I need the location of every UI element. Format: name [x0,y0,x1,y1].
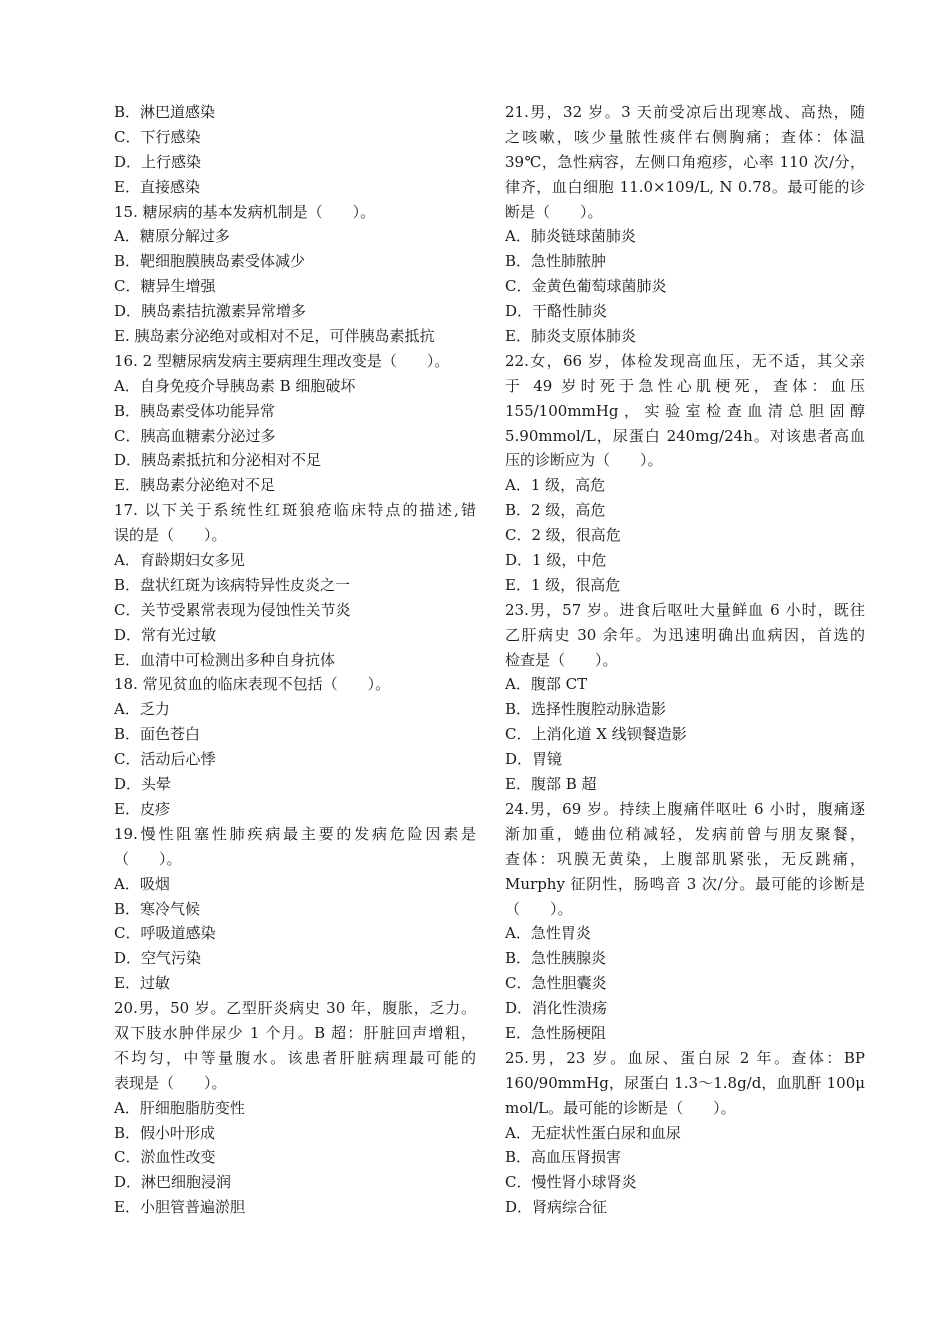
text-line: 39℃，急性病容，左侧口角疱疹，心率 110 次/分， [505,152,865,171]
text-line: 5.90mmol/L，尿蛋白 240mg/24h。对该患者高血 [505,426,865,445]
text-line: 20.男，50 岁。乙型肝炎病史 30 年，腹胀，乏力。 [114,999,476,1018]
text-line: 25.男，23 岁。血尿、蛋白尿 2 年。查体：BP [505,1048,865,1067]
text-line: E．胰岛素分泌绝对不足 [114,476,275,495]
text-line: B．盘状红斑为该病特异性皮炎之一 [114,575,351,594]
text-line: B．急性肺脓肿 [505,252,607,271]
text-line: E．急性肠梗阻 [505,1023,606,1042]
text-line: E. 胰岛素分泌绝对或相对不足，可伴胰岛素抵抗 [114,327,435,346]
text-line: 21.男，32 岁。3 天前受凉后出现寒战、高热，随 [505,103,865,121]
text-line: 查体：巩膜无黄染，上腹部肌紧张，无反跳痛， [505,849,865,868]
text-line: 压的诊断应为（ ）。 [505,451,663,470]
text-line: D．空气污染 [114,949,202,968]
text-line: A．1 级，高危 [505,476,606,495]
text-line: D．头晕 [114,775,172,794]
text-line: D．干酪性肺炎 [505,302,608,321]
text-line: D．肾病综合征 [505,1198,608,1217]
text-line: D．胰岛素抵抗和分泌相对不足 [114,451,322,470]
text-line: 不均匀，中等量腹水。该患者肝脏病理最可能的 [114,1048,476,1067]
text-line: B．寒冷气候 [114,899,201,918]
text-line: B．靶细胞膜胰岛素受体减少 [114,252,306,271]
text-line: D．胰岛素拮抗激素异常增多 [114,302,307,321]
text-line: E．过敏 [114,974,170,993]
text-line: C．急性胆囊炎 [505,974,607,993]
text-line: 渐加重，蜷曲位稍减轻，发病前曾与朋友聚餐， [505,824,865,843]
text-line: A．自身免疫介导胰岛素 B 细胞破坏 [114,376,356,395]
text-line: 双下肢水肿伴尿少 1 个月。B 超：肝脏回声增粗， [114,1023,476,1042]
text-line: Murphy 征阴性，肠鸣音 3 次/分。最可能的诊断是 [505,874,865,893]
text-line: E．肺炎支原体肺炎 [505,327,636,346]
text-line: B．面色苍白 [114,725,201,744]
text-line: C．下行感染 [114,127,201,146]
text-line: C．淤血性改变 [114,1148,216,1167]
text-line: A．肺炎链球菌肺炎 [505,227,636,246]
text-line: C．呼吸道感染 [114,924,216,943]
text-line: B．胰岛素受体功能异常 [114,401,276,420]
text-line: E．皮疹 [114,799,170,818]
text-line: E．血清中可检测出多种自身抗体 [114,650,335,669]
text-line: D．淋巴细胞浸润 [114,1173,232,1192]
text-line: 于 49 岁时死于急性心肌梗死，查体：血压 [505,376,865,395]
text-line: A．乏力 [114,700,170,719]
right-column [505,100,865,1220]
text-line: （ ）。 [114,849,182,868]
text-line: 19.慢性阻塞性肺疾病最主要的发病危险因素是 [114,824,476,843]
text-line: 160/90mmHg，尿蛋白 1.3～1.8g/d，血肌酐 100μ [505,1073,865,1092]
text-line: 18. 常见贫血的临床表现不包括（ ）。 [114,675,391,694]
text-line: D．常有光过敏 [114,625,217,644]
text-line: B．2 级，高危 [505,501,606,520]
text-line: A．糖原分解过多 [114,227,230,246]
text-line: E．1 级，很高危 [505,575,621,594]
text-line: C．糖异生增强 [114,277,216,296]
text-line: 155/100mmHg，实验室检查血清总胆固醇 [505,401,865,420]
text-line: E．腹部 B 超 [505,775,597,794]
text-line: D．上行感染 [114,152,202,171]
text-line: A．吸烟 [114,874,170,893]
text-line: A．腹部 CT [505,675,588,694]
text-line: B．选择性腹腔动脉造影 [505,700,667,719]
text-line: 误的是（ ）。 [114,526,227,545]
text-line: 断是（ ）。 [505,202,603,221]
text-line: C．上消化道 X 线钡餐造影 [505,725,687,744]
text-line: 15. 糖尿病的基本发病机制是（ ）。 [114,202,376,221]
text-line: （ ）。 [505,899,573,918]
text-line: A．无症状性蛋白尿和血尿 [505,1123,681,1142]
text-line: B．急性胰腺炎 [505,949,607,968]
text-line: 检查是（ ）。 [505,650,618,669]
text-line: B．高血压肾损害 [505,1148,622,1167]
text-line: D．胃镜 [505,750,563,769]
text-line: 24.男，69 岁。持续上腹痛伴呕吐 6 小时，腹痛逐 [505,799,865,818]
text-line: C．关节受累常表现为侵蚀性关节炎 [114,600,351,619]
left-column [114,100,476,1220]
text-line: C．慢性肾小球肾炎 [505,1173,637,1192]
text-line: C．活动后心悸 [114,750,216,769]
text-line: A．肝细胞脂肪变性 [114,1098,245,1117]
text-line: 律齐，血白细胞 11.0×109/L, N 0.78。最可能的诊 [505,177,865,196]
text-line: A．育龄期妇女多见 [114,551,245,570]
text-line: 之咳嗽，咳少量脓性痰伴右侧胸痛；查体：体温 [505,127,865,146]
text-line: 16. 2 型糖尿病发病主要病理生理改变是（ ）。 [114,351,450,370]
text-line: 22.女，66 岁，体检发现高血压，无不适，其父亲 [505,351,865,370]
text-line: 17. 以下关于系统性红斑狼疮临床特点的描述,错 [114,501,476,520]
text-line: E．直接感染 [114,177,200,196]
text-line: B．假小叶形成 [114,1123,216,1142]
text-line: E．小胆管普遍淤胆 [114,1198,245,1217]
text-line: 乙肝病史 30 余年。为迅速明确出血病因，首选的 [505,625,865,644]
text-line: D．消化性溃疡 [505,999,608,1018]
text-line: B．淋巴道感染 [114,103,216,121]
text-line: C．胰高血糖素分泌过多 [114,426,276,445]
text-line: mol/L。最可能的诊断是（ ）。 [505,1098,736,1117]
text-line: D．1 级，中危 [505,551,607,570]
text-line: 表现是（ ）。 [114,1073,227,1092]
text-line: A．急性胃炎 [505,924,591,943]
text-line: 23.男，57 岁。进食后呕吐大量鲜血 6 小时，既往 [505,600,865,619]
text-line: C．金黄色葡萄球菌肺炎 [505,277,667,296]
text-line: C．2 级，很高危 [505,526,621,545]
